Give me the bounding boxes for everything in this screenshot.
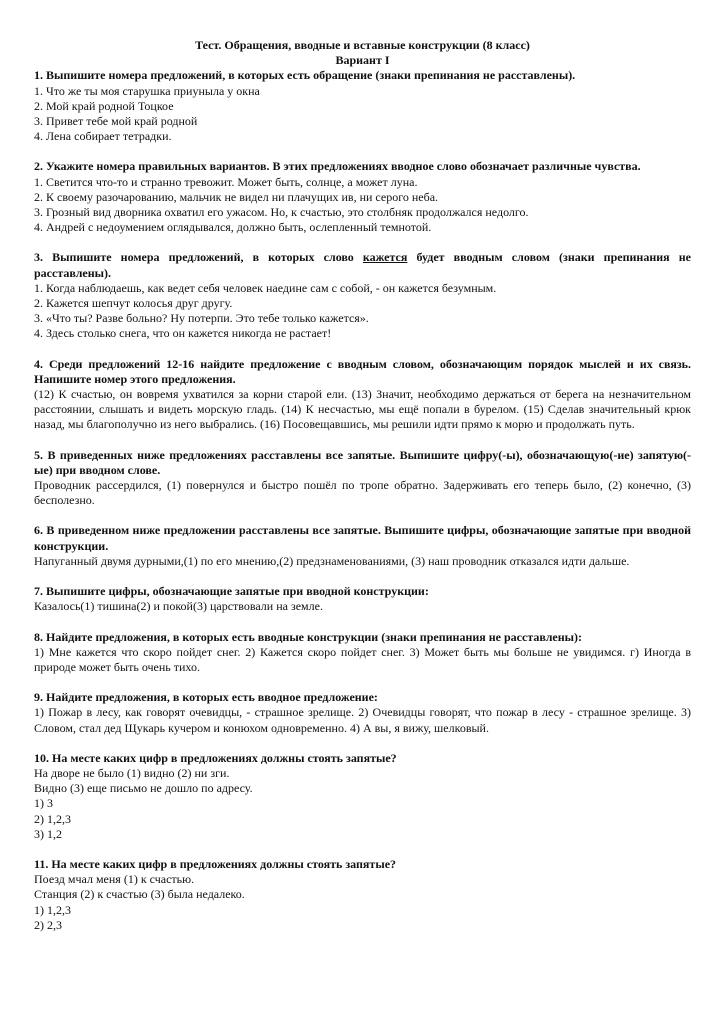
- question-11-line: Поезд мчал меня (1) к счастью.: [34, 872, 195, 887]
- question-4-text: (12) К счастью, он вовремя ухватился за корни старой ели. (13) Значит, необходимо держаться от берега на незначительном расстоянии, слышать и видеть морскую гладь. (14) К несчастью, мы ещё попали в бурелом. (15) Сделав значительный крюк назад, мы благополучно из него выбрались. (16) Посовещавшись, мы решили идти прямо к морю и продолжать путь.: [34, 387, 691, 432]
- question-3-option: 2. Кажется шепчут колосья друг другу.: [34, 296, 233, 311]
- question-3-header-end: будет вводным словом (знаки препинания не расставлены).: [34, 250, 691, 280]
- question-8-header: 8. Найдите предложения, в которых есть вводные конструкции (знаки препинания не расставлены):: [34, 629, 583, 644]
- question-10-header: 10. На месте каких цифр в предложениях должны стоять запятые?: [34, 750, 397, 765]
- question-9: [34, 690, 691, 736]
- question-1-option: 2. Мой край родной Тоцкое: [34, 98, 174, 113]
- question-8-text: 1) Мне кажется что скоро пойдет снег. 2) Кажется скоро пойдет снег. 3) Может быть мы больше не увидимся. г) Иногда в природе может быть очень тихо.: [34, 644, 691, 674]
- page-title: Тест. Обращения, вводные и вставные конструкции (8 класс): [195, 38, 530, 52]
- question-8: [34, 630, 691, 676]
- question-10-line: На дворе не было (1) видно (2) ни зги.: [34, 765, 230, 780]
- question-3-option: 4. Здесь столько снега, что он кажется никогда не растает!: [34, 326, 332, 341]
- question-10-option: 1) 3: [34, 796, 53, 811]
- question-5: [34, 448, 691, 509]
- question-2-option: 1. Светится что-то и странно тревожит. Может быть, солнце, а может луна.: [34, 174, 418, 189]
- question-3-keyword: кажется: [362, 250, 408, 265]
- question-1-option: 4. Лена собирает тетрадки.: [34, 129, 172, 144]
- question-2-option: 4. Андрей с недоумением оглядывался, должно быть, ослепленный темнотой.: [34, 220, 432, 235]
- question-9-header: 9. Найдите предложения, в которых есть вводное предложение:: [34, 690, 378, 705]
- question-11-line: Станция (2) к счастью (3) была недалеко.: [34, 887, 245, 902]
- question-7-header: 7. Выпишите цифры, обозначающие запятые при вводной конструкции:: [34, 584, 429, 599]
- question-6-header: 6. В приведенном ниже предложении расставлены все запятые. Выпишите цифры, обозначающие запятые при вводной конструкции.: [34, 523, 691, 553]
- question-1: [34, 68, 691, 144]
- question-11: [34, 857, 691, 933]
- question-4-header: 4. Среди предложений 12-16 найдите предложение с вводным словом, обозначающим порядок мыслей и их связь. Напишите номер этого предложения.: [34, 356, 691, 386]
- question-2-option: 2. К своему разочарованию, мальчик не видел ни плачущих ив, ни серого неба.: [34, 189, 439, 204]
- question-11-option: 2) 2,3: [34, 917, 62, 932]
- question-4: [34, 357, 691, 433]
- question-5-text: Проводник рассердился, (1) повернулся и быстро пошёл по тропе обратно. Задерживать его теперь было, (2) конечно, (3) бесполезно.: [34, 478, 691, 508]
- question-11-header: 11. На месте каких цифр в предложениях должны стоять запятые?: [34, 856, 397, 871]
- question-2-option: 3. Грозный вид дворника охватил его ужасом. Но, к счастью, это столбняк продолжался недолго.: [34, 205, 529, 220]
- question-1-option: 3. Привет тебе мой край родной: [34, 114, 198, 129]
- question-6: [34, 523, 691, 569]
- question-3-option: 1. Когда наблюдаешь, как ведет себя человек наедине сам с собой, - он кажется безумным.: [34, 280, 497, 295]
- question-1-header: 1. Выпишите номера предложений, в которых есть обращение (знаки препинания не расставлены).: [34, 68, 576, 83]
- question-3-header-start: 3. Выпишите номера предложений, в которых слово: [34, 250, 363, 265]
- question-2: [34, 159, 691, 235]
- question-10-line: Видно (3) еще письмо не дошло по адресу.: [34, 781, 253, 796]
- question-10-option: 3) 1,2: [34, 826, 62, 841]
- question-7: [34, 584, 691, 614]
- question-3-header: [34, 250, 691, 280]
- question-9-text: 1) Пожар в лесу, как говорят очевидцы, - страшное зрелище. 2) Очевидцы говорят, что пожар в лесу - страшное зрелище. 3) Словом, стал дед Щукарь кучером и конюхом одновременно. 4) А вы, я вижу, шелковый.: [34, 705, 691, 735]
- question-3-option: 3. «Что ты? Разве больно? Ну потерпи. Это тебе только кажется».: [34, 311, 369, 326]
- question-10-option: 2) 1,2,3: [34, 811, 71, 826]
- question-11-option: 1) 1,2,3: [34, 902, 71, 917]
- question-6-text: Напуганный двумя дурными,(1) по его мнению,(2) предзнаменованиями, (3) наш проводник отказался идти дальше.: [34, 553, 630, 568]
- question-7-text: Казалось(1) тишина(2) и покой(3) царствовали на земле.: [34, 599, 323, 614]
- question-3: [34, 250, 691, 341]
- question-1-option: 1. Что же ты моя старушка приуныла у окна: [34, 83, 260, 98]
- variant-label: Вариант I: [335, 53, 390, 68]
- question-5-header: 5. В приведенных ниже предложениях расставлены все запятые. Выпишите цифру(-ы), обозначающую(-ие) запятую(-ые) при вводном слове.: [34, 447, 691, 477]
- question-10: [34, 751, 691, 842]
- question-2-header: 2. Укажите номера правильных вариантов. В этих предложениях вводное слово обозначает различные чувства.: [34, 159, 641, 174]
